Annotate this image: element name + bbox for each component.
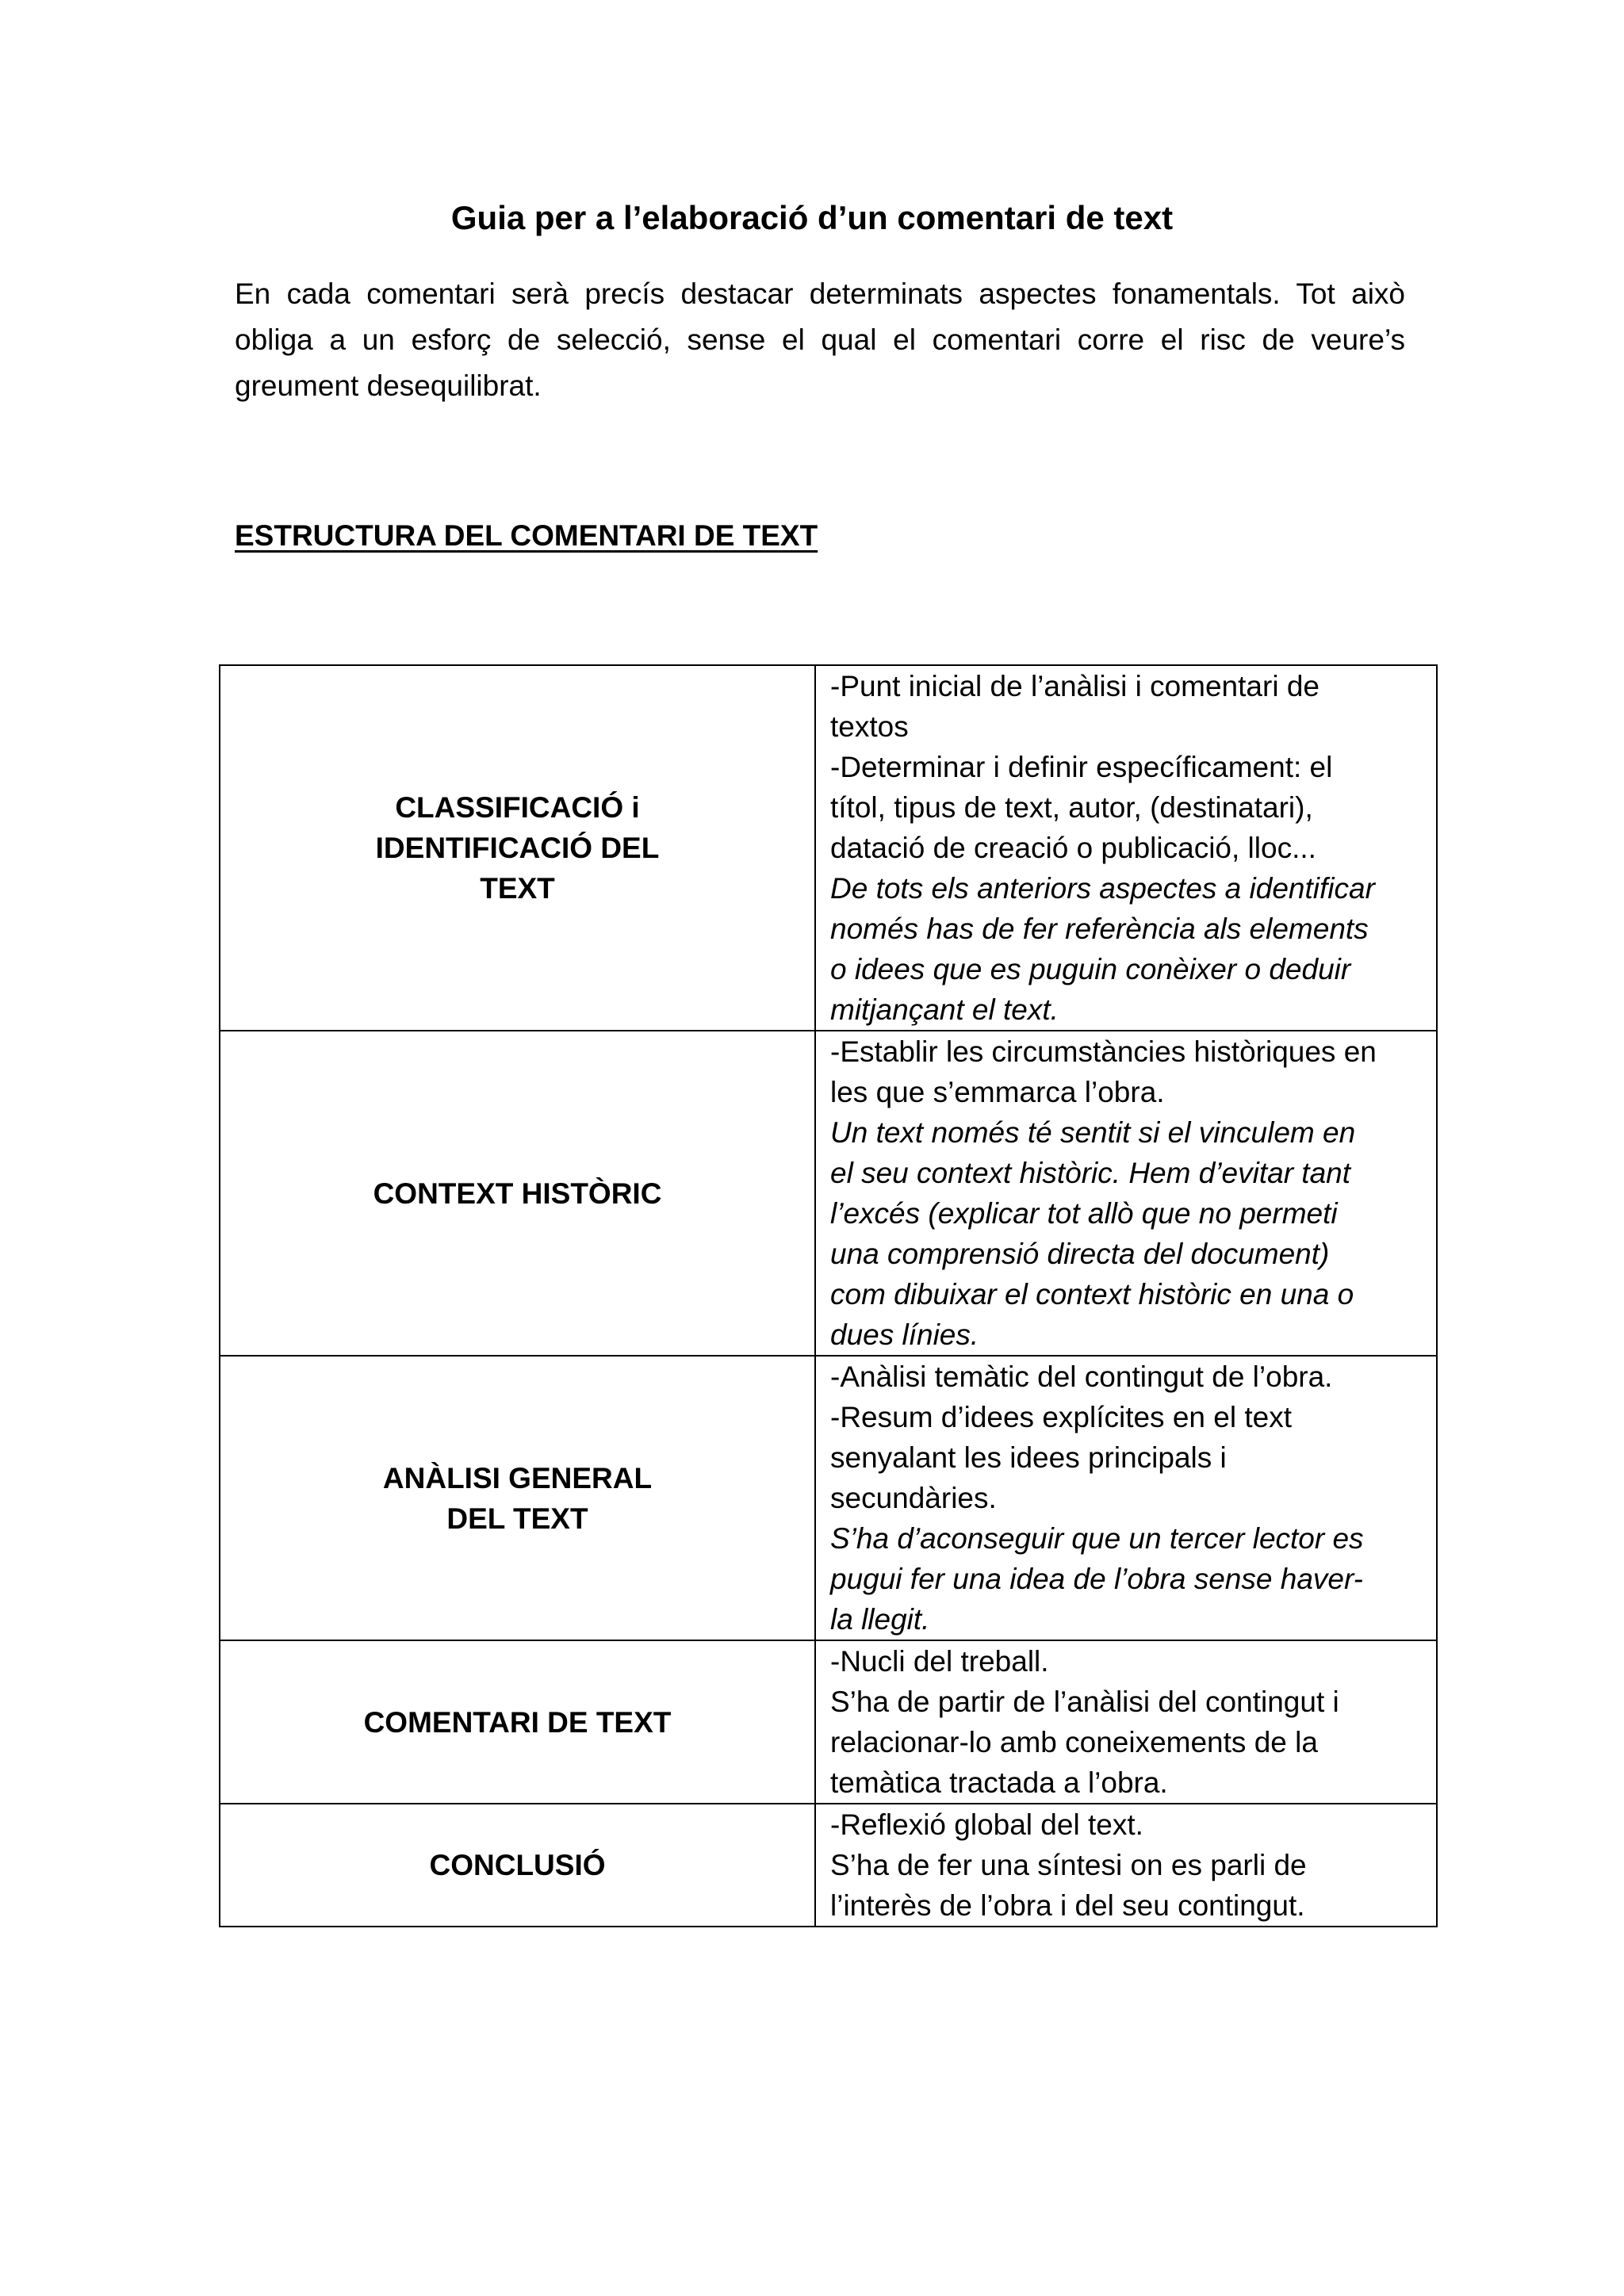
description-line: secundàries. — [830, 1482, 997, 1514]
table-row — [220, 1804, 1437, 1927]
description-line: relacionar-lo amb coneixements de la — [830, 1726, 1318, 1758]
description-line: títol, tipus de text, autor, (destinatari), — [830, 791, 1313, 824]
description-note-line: només has de fer referència als elements — [830, 913, 1369, 945]
description-line: -Punt inicial de l’anàlisi i comentari de — [830, 670, 1320, 702]
description-line: -Nucli del treball. — [830, 1645, 1049, 1678]
description-note-line: com dibuixar el context històric en una o — [830, 1278, 1354, 1311]
document-title: Guia per a l’elaboració d’un comentari de text — [450, 199, 1174, 236]
description-line: S’ha de fer una síntesi on es parli de — [830, 1849, 1307, 1881]
description-note-line: l’excés (explicar tot allò que no permeti — [830, 1197, 1338, 1230]
description-note-line: dues línies. — [830, 1318, 979, 1351]
description-note-line: mitjançant el text. — [830, 993, 1059, 1026]
description-line: -Anàlisi temàtic del contingut de l’obra. — [830, 1360, 1333, 1393]
section-label: CONTEXT HISTÒRIC — [373, 1177, 662, 1210]
section-label: COMENTARI DE TEXT — [363, 1705, 672, 1739]
description-line: datació de creació o publicació, lloc... — [830, 832, 1316, 864]
description-note-line: S’ha d’aconseguir que un tercer lector es — [830, 1522, 1364, 1555]
description-cell — [815, 1356, 1437, 1640]
section-label: CONCLUSIÓ — [429, 1849, 606, 1881]
description-note-line: la llegit. — [830, 1603, 930, 1636]
description-line: S’ha de partir de l’anàlisi del contingut i — [830, 1686, 1339, 1718]
description-line: les que s’emmarca l’obra. — [830, 1076, 1165, 1108]
description-line: -Determinar i definir específicament: el — [830, 751, 1333, 783]
description-line: -Resum d’idees explícites en el text — [830, 1401, 1292, 1433]
intro-paragraph: En cada comentari serà precís destacar determinats aspectes fonamentals. Tot això obliga a un esforç de selecció, sense el qual el comentari corre el risc de veure’s greument desequilibrat. — [235, 277, 1405, 402]
section-label: ANÀLISI GENERAL DEL TEXT — [382, 1461, 653, 1535]
description-cell — [815, 1031, 1437, 1356]
description-note-line: una comprensió directa del document) — [830, 1238, 1330, 1270]
section-cell — [220, 665, 815, 1031]
table-row — [220, 1640, 1437, 1804]
table-row — [220, 1031, 1437, 1356]
description-note-line: De tots els anteriors aspectes a identificar — [830, 872, 1375, 905]
structure-table — [219, 664, 1438, 1927]
section-cell — [220, 1640, 815, 1804]
description-note-line: o idees que es puguin conèixer o deduir — [830, 953, 1351, 985]
description-cell — [815, 1640, 1437, 1804]
section-cell — [220, 1356, 815, 1640]
description-line: senyalant les idees principals i — [830, 1441, 1227, 1474]
section-cell — [220, 1031, 815, 1356]
description-note-line: el seu context històric. Hem d’evitar tant — [830, 1157, 1351, 1189]
section-cell — [220, 1804, 815, 1927]
description-cell — [815, 665, 1437, 1031]
section-heading: ESTRUCTURA DEL COMENTARI DE TEXT — [235, 519, 818, 552]
table-row — [220, 665, 1437, 1031]
description-line: temàtica tractada a l’obra. — [830, 1766, 1168, 1799]
description-line: -Establir les circumstàncies històriques en — [830, 1035, 1377, 1068]
description-line: -Reflexió global del text. — [830, 1808, 1143, 1841]
description-note-line: pugui fer una idea de l’obra sense haver- — [830, 1563, 1363, 1595]
description-note-line: Un text només té sentit si el vinculem en — [830, 1116, 1356, 1149]
description-line: l’interès de l’obra i del seu contingut. — [830, 1889, 1305, 1922]
description-cell — [815, 1804, 1437, 1927]
description-line: textos — [830, 710, 909, 743]
table-row — [220, 1356, 1437, 1640]
section-label: CLASSIFICACIÓ i IDENTIFICACIÓ DEL TEXT — [375, 791, 660, 905]
